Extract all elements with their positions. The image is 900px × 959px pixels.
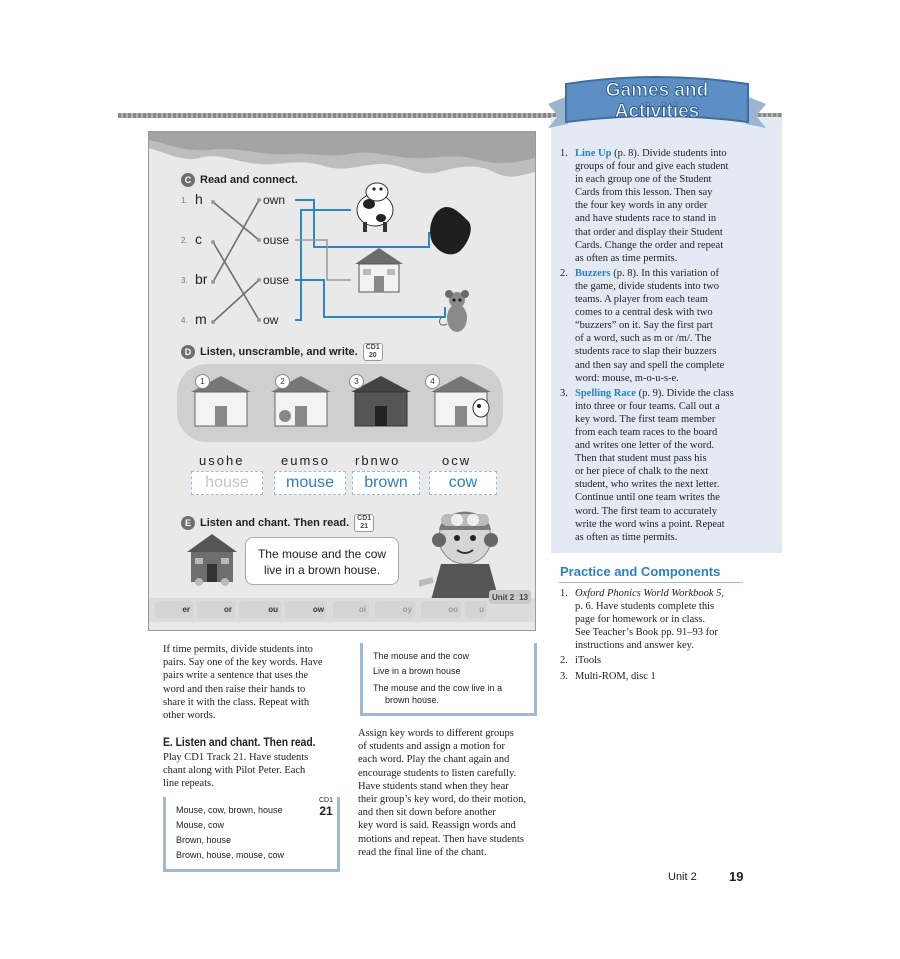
games-item-text: teams. A player from each team bbox=[575, 294, 708, 306]
games-item-text: into three or four teams. Call out a bbox=[575, 400, 720, 412]
chant-line: brown house. bbox=[385, 695, 440, 705]
phonics-chip: ow bbox=[285, 601, 327, 618]
intro-paragraph bbox=[163, 643, 353, 722]
connect-ending: ouse bbox=[263, 233, 290, 247]
text-line: chant along with Pilot Peter. Each bbox=[163, 765, 306, 777]
games-item-text: Cards. Change the order and repeat bbox=[575, 239, 724, 251]
cd-track: 21 bbox=[360, 523, 369, 530]
section-e-heading: E. Listen and chant. Then read. bbox=[163, 735, 316, 749]
games-item-text: groups of four and give each student bbox=[575, 161, 729, 173]
connect-ending: own bbox=[263, 193, 286, 207]
chant-line: The mouse and the cow live in a bbox=[373, 683, 503, 693]
text-line: encourage students to listen carefully. bbox=[358, 767, 517, 779]
games-item-text: Continue until one team writes the bbox=[575, 492, 720, 504]
phonics-chip: ou bbox=[239, 601, 281, 618]
games-item-text: (p. 9). Divide the class bbox=[635, 387, 734, 399]
cd-label: CD1 bbox=[318, 797, 333, 804]
game-name: Buzzers bbox=[575, 267, 611, 279]
games-item-text: students race to slap their buzzers bbox=[575, 346, 717, 358]
workbook-unit-label: Unit 2 bbox=[492, 592, 515, 602]
phonics-chip: oy bbox=[375, 601, 415, 618]
text-line: of students and assign a motion for bbox=[358, 741, 505, 753]
text-line: If time permits, divide students into bbox=[163, 644, 313, 655]
games-item-number: 1. bbox=[560, 148, 568, 159]
text-line: Have students stand when they hear bbox=[358, 780, 509, 792]
games-item-text: (p. 8). In this variation of bbox=[610, 267, 720, 279]
house-picture bbox=[355, 248, 403, 292]
practice-item-text: Oxford Phonics World Workbook 5, bbox=[575, 588, 725, 599]
games-item-text: or her piece of chalk to the next bbox=[575, 466, 709, 478]
practice-heading: Practice and Components bbox=[560, 564, 721, 579]
section-e-label: Listen and chant. Then read. bbox=[200, 517, 350, 529]
games-item-text: write the word wins a point. Repeat bbox=[575, 518, 725, 530]
connect-letter: c bbox=[195, 231, 202, 247]
text-line: Assign key words to different groups bbox=[358, 728, 514, 739]
speech-line: The mouse and the cow bbox=[257, 547, 387, 561]
games-item-text: comes to a central desk with two bbox=[575, 307, 713, 319]
section-c-label: Read and connect. bbox=[200, 174, 298, 186]
games-item-text: and have students race to stand in bbox=[575, 213, 717, 225]
games-item bbox=[560, 267, 780, 385]
connect-letter: h bbox=[195, 191, 203, 207]
game-name: Spelling Race bbox=[575, 387, 636, 399]
connect-ending: ow bbox=[263, 313, 279, 327]
practice-item-text: Multi-ROM, disc 1 bbox=[575, 670, 656, 682]
games-item-number: 2. bbox=[560, 267, 568, 279]
workbook-page bbox=[148, 131, 536, 631]
answer-box: mouse bbox=[274, 471, 346, 495]
connect-num: 4. bbox=[181, 316, 188, 325]
banner-line-2: Activities bbox=[614, 101, 700, 122]
house-number: 3 bbox=[349, 374, 364, 389]
games-item-number: 3. bbox=[560, 387, 568, 399]
text-line: each word. Play the chant again and bbox=[358, 754, 510, 766]
games-item-text: as often as time permits. bbox=[575, 531, 678, 543]
games-item-text: from each team races to the board bbox=[575, 426, 718, 438]
phonics-chip: oo bbox=[421, 601, 461, 618]
games-item-text: Then that student must pass his bbox=[575, 453, 707, 465]
text-line: share it with the class. Repeat with bbox=[163, 696, 310, 708]
workbook-page-tag bbox=[489, 590, 531, 604]
practice-item-text: p. 6. Have students complete this bbox=[575, 601, 715, 613]
chant-line: Brown, house bbox=[176, 835, 232, 845]
practice-item bbox=[560, 654, 760, 667]
games-item-text: key word. The first team member bbox=[575, 413, 716, 425]
answer-box: cow bbox=[429, 471, 497, 495]
practice-item-number: 1. bbox=[560, 588, 568, 599]
assign-paragraph bbox=[358, 727, 550, 859]
text-line: other words. bbox=[163, 710, 216, 722]
section-d-badge: D bbox=[181, 345, 195, 359]
text-line: their group’s key word, do their motion, bbox=[358, 794, 526, 806]
cd-track: 20 bbox=[368, 352, 377, 359]
text-line: motions and repeat. Then have students bbox=[358, 833, 525, 845]
games-item-text: student, who writes the next letter. bbox=[575, 479, 720, 491]
text-line: pairs. Say one of the key words. Have bbox=[163, 657, 323, 669]
text-line: Play CD1 Track 21. Have students bbox=[163, 752, 309, 763]
practice-item-number: 3. bbox=[560, 670, 568, 682]
connect-num: 2. bbox=[181, 236, 188, 245]
footer-page-number: 19 bbox=[729, 869, 744, 884]
brown-splat bbox=[430, 207, 471, 254]
chant-box-mid bbox=[360, 643, 537, 716]
scrambled-word: usohe bbox=[199, 453, 245, 468]
practice-item-text: iTools bbox=[575, 655, 602, 667]
games-item-text: as often as time permits. bbox=[575, 252, 678, 264]
text-line: line repeats. bbox=[163, 778, 214, 790]
cow-picture bbox=[357, 183, 393, 232]
chant-line: Brown, house, mouse, cow bbox=[176, 850, 285, 860]
brown-house-picture bbox=[185, 530, 239, 588]
chant-line: Mouse, cow, brown, house bbox=[176, 805, 283, 815]
scrambled-word: eumso bbox=[281, 453, 331, 468]
chant-line: Mouse, cow bbox=[176, 820, 225, 830]
games-item-text: word. The first team to accurately bbox=[575, 505, 718, 517]
phonics-chip: or bbox=[197, 601, 235, 618]
text-line: and then sit down before another bbox=[358, 807, 496, 819]
games-item-text: that order and display their Student bbox=[575, 226, 723, 238]
practice-item-text: page for homework or in class. bbox=[575, 614, 706, 626]
mouse-picture bbox=[440, 290, 469, 332]
house-number: 1 bbox=[195, 374, 210, 389]
speech-line: live in a brown house. bbox=[263, 563, 381, 577]
cd-track-number: 21 bbox=[319, 804, 333, 818]
chant-box-left bbox=[163, 797, 340, 872]
phonics-chip: oi bbox=[333, 601, 369, 618]
answer-box: brown bbox=[352, 471, 420, 495]
practice-item-number: 2. bbox=[560, 655, 568, 667]
games-item-text: in each group one of the Student bbox=[575, 174, 712, 186]
practice-item bbox=[560, 670, 760, 683]
connect-ending: ouse bbox=[263, 273, 290, 287]
games-activities-banner bbox=[548, 70, 766, 134]
footer-unit: Unit 2 bbox=[668, 871, 697, 883]
games-item-text: word: mouse, m-o-u-s-e. bbox=[575, 372, 679, 384]
connect-letter: br bbox=[195, 271, 208, 287]
connect-num: 3. bbox=[181, 276, 188, 285]
house-number: 4 bbox=[425, 374, 440, 389]
banner-line-1: Games and bbox=[605, 80, 709, 101]
games-item-text: and then say and spell the complete bbox=[575, 359, 725, 371]
games-item-text: the game, divide students into two bbox=[575, 280, 720, 292]
cd-track-tag bbox=[316, 797, 336, 818]
practice-list bbox=[560, 587, 760, 683]
connect-lines bbox=[149, 132, 535, 332]
cd-label: CD1 bbox=[365, 344, 380, 351]
phonics-chip: er bbox=[155, 601, 193, 618]
practice-item-text: See Teacher’s Book pp. 91–93 for bbox=[575, 627, 718, 639]
games-item-text: (p. 8). Divide students into bbox=[611, 148, 727, 159]
speech-bubble bbox=[245, 537, 399, 585]
connect-letter: m bbox=[195, 311, 207, 327]
games-item-text: Cards from this lesson. Then say bbox=[575, 187, 713, 199]
cd-track-badge bbox=[354, 514, 374, 532]
practice-heading-rule bbox=[559, 582, 743, 583]
section-d-label: Listen, unscramble, and write. bbox=[200, 346, 358, 358]
chant-line: The mouse and the cow bbox=[373, 651, 470, 661]
cd-track-badge bbox=[363, 343, 383, 361]
pilot-peter-illustration bbox=[419, 500, 509, 600]
games-item-text: of a word, such as m or /m/. The bbox=[575, 333, 712, 345]
games-item-text: “buzzers” on it. Say the first part bbox=[575, 320, 713, 332]
games-item bbox=[560, 147, 780, 265]
section-c-badge: C bbox=[181, 173, 195, 187]
section-d-title bbox=[181, 343, 383, 361]
games-item bbox=[560, 387, 780, 544]
play-paragraph bbox=[163, 751, 353, 791]
games-item-text: and writes one letter of the word. bbox=[575, 440, 715, 452]
phonics-chip: u bbox=[465, 601, 487, 618]
scrambled-word: ocw bbox=[442, 453, 472, 468]
games-item-text: the four key words in any order bbox=[575, 200, 708, 212]
text-line: key word is said. Reassign words and bbox=[358, 820, 516, 832]
chant-line: Live in a brown house bbox=[373, 666, 461, 676]
text-line: pairs write a sentence that uses the bbox=[163, 670, 309, 682]
workbook-page-number: 13 bbox=[519, 592, 528, 602]
game-name: Line Up bbox=[575, 148, 612, 159]
practice-item bbox=[560, 587, 760, 652]
practice-item-text: instructions and answer key. bbox=[575, 640, 694, 652]
house-number: 2 bbox=[275, 374, 290, 389]
connect-num: 1. bbox=[181, 196, 188, 205]
houses-strip bbox=[177, 364, 503, 442]
text-line: word and then raise their hands to bbox=[163, 683, 306, 695]
section-e-badge: E bbox=[181, 516, 195, 530]
games-list bbox=[560, 147, 780, 544]
answer-box: house bbox=[191, 471, 263, 495]
cd-label: CD1 bbox=[357, 515, 372, 522]
scrambled-word: rbnwo bbox=[355, 453, 401, 468]
text-line: read the final line of the chant. bbox=[358, 846, 487, 858]
